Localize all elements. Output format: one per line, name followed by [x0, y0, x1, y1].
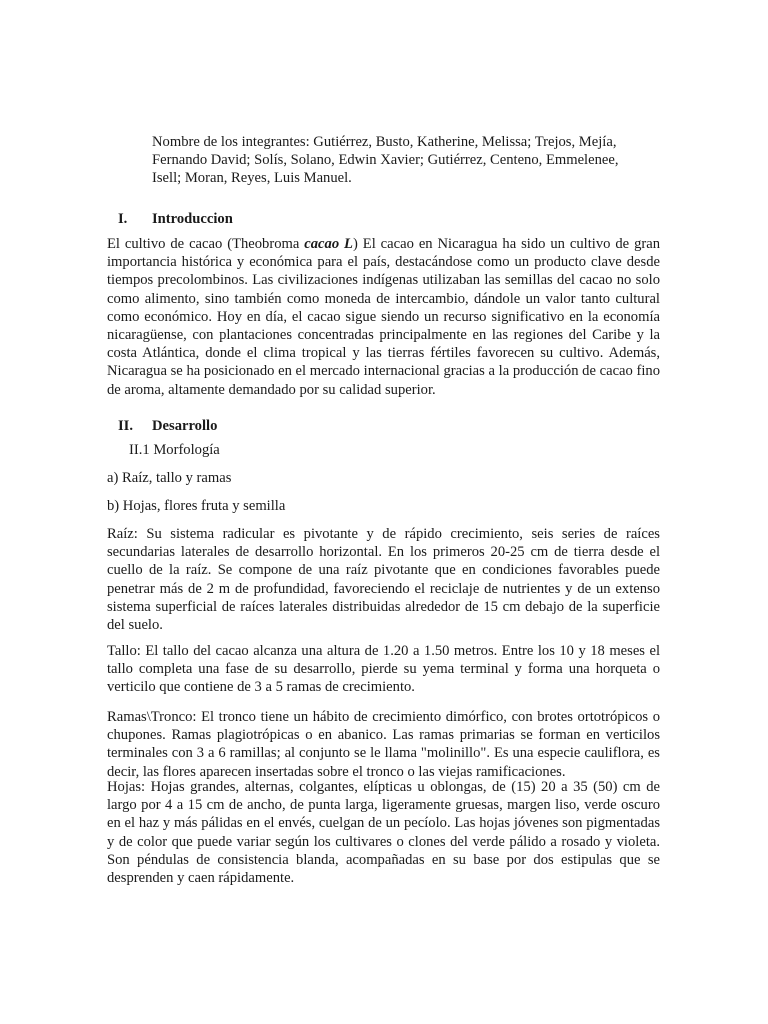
intro-paragraph	[107, 235, 660, 399]
intro-text-start: El cultivo de cacao (Theobroma	[107, 236, 305, 252]
species-name: cacao L	[304, 236, 353, 252]
section-heading-introduccion	[118, 210, 233, 228]
section-number: I.	[118, 211, 128, 227]
paragraph-tallo: Tallo: El tallo del cacao alcanza una altura de 1.20 a 1.50 metros. Entre los 10 y 18 meses el tallo completa una fase de su desarrollo, pierde su yema terminal y forma una horqueta o verticilo que contiene de 3 a 5 ramas de crecimiento.	[107, 643, 660, 696]
subsection-heading-morfologia: II.1 Morfología	[129, 442, 220, 458]
section-heading-desarrollo	[118, 417, 217, 435]
paragraph-ramas-tronco: Ramas\Tronco: El tronco tiene un hábito de crecimiento dimórfico, con brotes ortotrópicos o chupones. Ramas plagiotrópicas o en abanico. Las ramas primarias se forman en verticilos terminales con 3 a 6 ramillas; al conjunto se le llama "molinillo". Es una especie cauliflora, es decir, las flores aparecen insertadas sobre el tronco o las viejas ramificaciones.	[107, 709, 660, 780]
paragraph-raiz: Raíz: Su sistema radicular es pivotante y de rápido crecimiento, seis series de raíces secundarias laterales de desarrollo horizontal. En los primeros 20-25 cm de tierra desde el cuello de la raíz. Se compone de una raíz pivotante que en condiciones favorables puede penetrar más de 2 m de profundidad, favoreciendo el reciclaje de nutrientes y de un extenso sistema superficial de raíces laterales distribuidas alrededor de 15 cm debajo de la superficie del suelo.	[107, 526, 660, 634]
section-title: Desarrollo	[152, 418, 218, 434]
section-title: Introduccion	[152, 211, 233, 227]
team-members-paragraph: Nombre de los integrantes: Gutiérrez, Busto, Katherine, Melissa; Trejos, Mejía, Fernando David; Solís, Solano, Edwin Xavier; Gutiérrez, Centeno, Emmelenee, Isell; Moran, Reyes, Luis Manuel.	[152, 134, 619, 187]
list-item-raiz-tallo-ramas: a) Raíz, tallo y ramas	[107, 470, 232, 486]
intro-text-rest: ) El cacao en Nicaragua ha sido un cultivo de gran importancia histórica y económica para el país, destacándose como un producto clave desde tiempos precolombinos. Las civilizaciones indígenas utilizaban las semillas del cacao no solo como alimento, sino también como moneda de intercambio, dándole un valor tanto cultural como económico. Hoy en día, el cacao sigue siendo un recurso significativo en la economía nicaragüense, con plantaciones concentradas principalmente en las regiones del Caribe y la costa Atlántica, donde el clima tropical y las tierras fértiles favorecen su cultivo. Además, Nicaragua se ha posicionado en el mercado internacional gracias a la producción de cacao fino de aroma, altamente demandado por su calidad superior.	[107, 236, 661, 398]
list-item-hojas-flores: b) Hojas, flores fruta y semilla	[107, 498, 286, 514]
section-number: II.	[118, 418, 134, 434]
paragraph-hojas: Hojas: Hojas grandes, alternas, colgantes, elípticas u oblongas, de (15) 20 a 35 (50) cm de largo por 4 a 15 cm de ancho, de punta larga, ligeramente gruesas, margen liso, verde oscuro en el haz y más pálidas en el envés, cuelgan de un pecíolo. Las hojas jóvenes son pigmentadas y de color que puede variar según los cultivares o clones del verde pálido a rosado y violeta. Son péndulas de consistencia blanda, acompañadas en su base por dos estipulas que se desprenden y caen rápidamente.	[107, 779, 660, 887]
